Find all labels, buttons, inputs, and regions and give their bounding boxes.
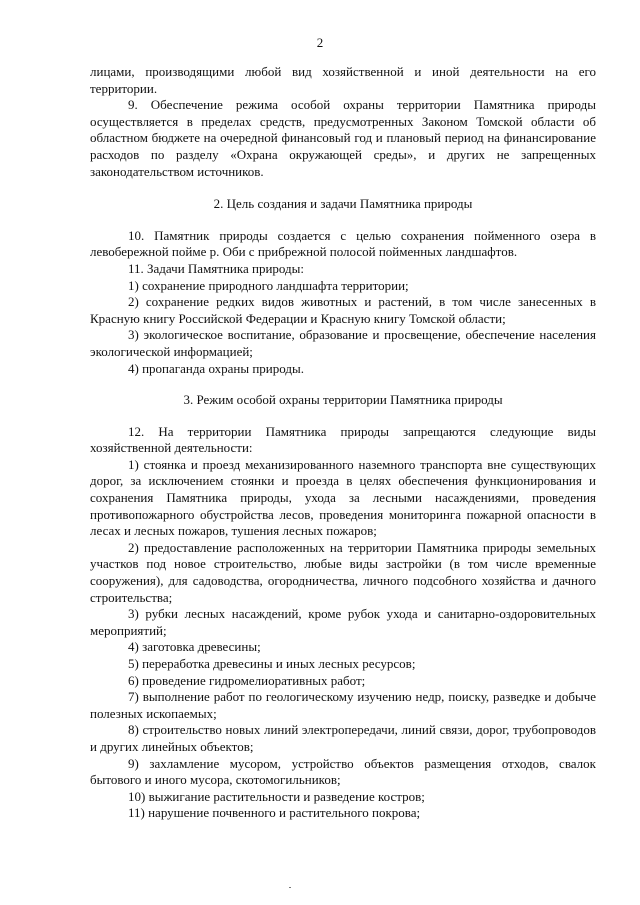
section-3-heading: 3. Режим особой охраны территории Памятника природы (183, 392, 503, 408)
prohibition-item-11: 11) нарушение почвенного и растительного покрова; (128, 805, 421, 821)
paragraph-item-10: 10. Памятник природы создается с целью сохранения пойменного озера в левобережной пойме р. Оби с прибрежной полосой пойменных ландшафтов. (90, 227, 596, 260)
prohibition-item-1: 1) стоянка и проезд механизированного наземного транспорта вне существующих дорог, за исключением стоянки и проезда в целях обеспечения функционирования и сохранения Памятника природы, ухода за лесными насаждениями, проведения противопожарного обустройства лесов, проведения мониторинга пожарной опасности в лесах и лесных пожаров, тушения лесных пожаров; (90, 456, 596, 539)
paragraph-item-9: 9. Обеспечение режима особой охраны территории Памятника природы осуществляется в пределах средств, предусмотренных Законом Томской области об областном бюджете на очередной финансовый год и плановый период на финансирование расходов по разделу «Охрана окружающей среды», и других не запрещенных законодательством источников. (90, 97, 596, 179)
task-item-4: 4) пропаганда охраны природы. (128, 360, 304, 376)
paragraph-item-12: 12. На территории Памятника природы запрещаются следующие виды хозяйственной деятельности: (90, 423, 596, 456)
paragraph-item-11: 11. Задачи Памятника природы: (128, 260, 305, 276)
task-item-3: 3) экологическое воспитание, образование и просвещение, обеспечение населения экологической информацией; (90, 327, 596, 359)
prohibition-item-4: 4) заготовка древесины; (128, 639, 261, 655)
section-2-heading: 2. Цель создания и задачи Памятника природы (213, 196, 473, 212)
prohibition-item-8: 8) строительство новых линий электропередачи, линий связи, дорог, трубопроводов и других линейных объектов; (90, 722, 596, 754)
page-number: 2 (316, 35, 324, 50)
prohibition-item-7: 7) выполнение работ по геологическому изучению недр, поиску, разведке и добыче полезных ископаемых; (90, 689, 596, 721)
paragraph-continuation: лицами, производящими любой вид хозяйственной и иной деятельности на его территории. (90, 64, 596, 96)
scan-mark (289, 887, 291, 888)
prohibition-item-10: 10) выжигание растительности и разведение костров; (128, 788, 425, 804)
task-item-2: 2) сохранение редких видов животных и растений, в том числе занесенных в Красную книгу Российской Федерации и Красную книгу Томской области; (90, 294, 596, 326)
task-item-1: 1) сохранение природного ландшафта территории; (128, 277, 409, 293)
prohibition-item-2: 2) предоставление расположенных на территории Памятника природы земельных участков под новое строительство, любые виды застройки (в том числе временные сооружения), для садоводства, огородничества, личного подсобного хозяйства и дачного строительства; (90, 539, 596, 605)
prohibition-item-6: 6) проведение гидромелиоративных работ; (128, 672, 366, 688)
document-body (90, 64, 596, 822)
prohibition-item-5: 5) переработка древесины и иных лесных ресурсов; (128, 656, 416, 671)
prohibition-item-3: 3) рубки лесных насаждений, кроме рубок ухода и санитарно-оздоровительных мероприятий; (90, 606, 596, 638)
prohibition-item-9: 9) захламление мусором, устройство объектов размещения отходов, свалок бытового и иного мусора, скотомогильников; (90, 755, 596, 788)
